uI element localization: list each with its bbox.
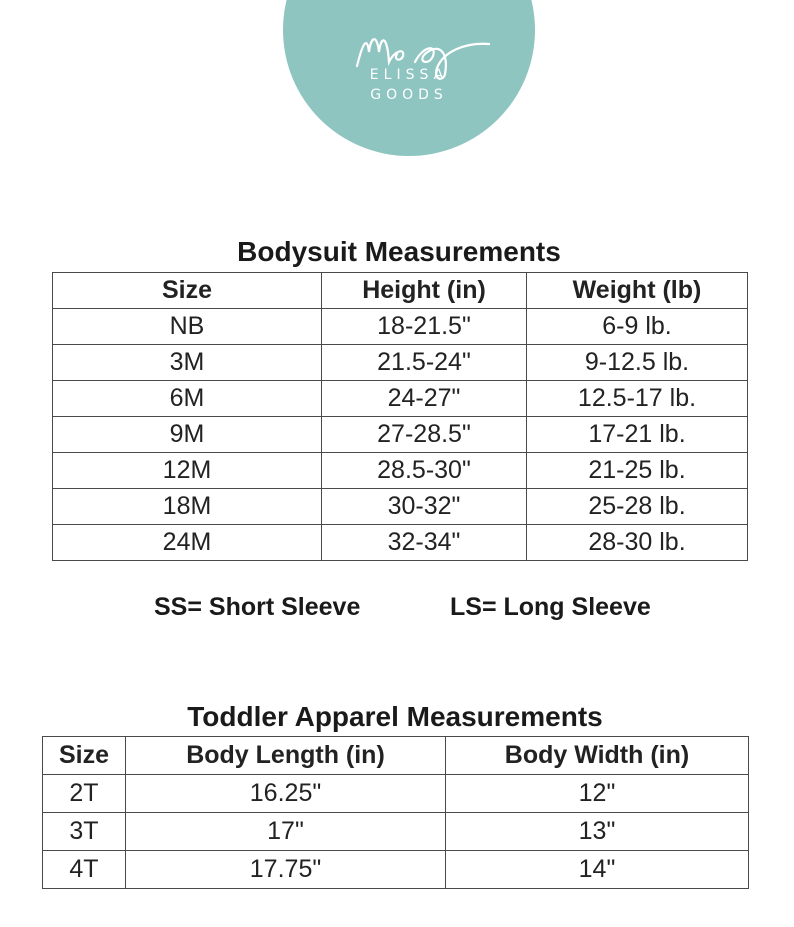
cell-weight: 17-21 lb. xyxy=(527,417,748,453)
bodysuit-title: Bodysuit Measurements xyxy=(237,236,561,267)
cell-size: 9M xyxy=(53,417,322,453)
cell-body-length: 17.75" xyxy=(126,851,446,889)
cell-height: 18-21.5" xyxy=(322,309,527,345)
brand-logo-line-2: GOODS xyxy=(370,87,448,103)
cell-body-length: 16.25" xyxy=(126,775,446,813)
header-weight: Weight (lb) xyxy=(527,273,748,309)
table-row xyxy=(53,417,748,453)
cell-height: 27-28.5" xyxy=(322,417,527,453)
cell-height: 24-27" xyxy=(322,381,527,417)
legend-long-sleeve: LS= Long Sleeve xyxy=(450,593,651,621)
cell-weight: 6-9 lb. xyxy=(527,309,748,345)
legend-short-sleeve: SS= Short Sleeve xyxy=(154,593,361,621)
cell-size: 4T xyxy=(43,851,126,889)
cell-size: 2T xyxy=(43,775,126,813)
header-size: Size xyxy=(53,273,322,309)
cell-height: 30-32" xyxy=(322,489,527,525)
cell-body-width: 13" xyxy=(446,813,749,851)
header-height: Height (in) xyxy=(322,273,527,309)
toddler-title: Toddler Apparel Measurements xyxy=(187,701,603,732)
cell-height: 28.5-30" xyxy=(322,453,527,489)
cell-weight: 12.5-17 lb. xyxy=(527,381,748,417)
cell-size: 24M xyxy=(53,525,322,561)
cell-height: 32-34" xyxy=(322,525,527,561)
header-body-width: Body Width (in) xyxy=(446,737,749,775)
table-header-row xyxy=(53,273,748,309)
table-row xyxy=(53,525,748,561)
cell-body-width: 12" xyxy=(446,775,749,813)
cell-body-length: 17" xyxy=(126,813,446,851)
cell-body-width: 14" xyxy=(446,851,749,889)
table-header-row xyxy=(43,737,749,775)
bodysuit-table xyxy=(52,272,748,561)
cell-weight: 9-12.5 lb. xyxy=(527,345,748,381)
header-size: Size xyxy=(43,737,126,775)
cell-weight: 21-25 lb. xyxy=(527,453,748,489)
cell-size: 3M xyxy=(53,345,322,381)
cell-weight: 28-30 lb. xyxy=(527,525,748,561)
table-row xyxy=(53,345,748,381)
cell-weight: 25-28 lb. xyxy=(527,489,748,525)
header-body-length: Body Length (in) xyxy=(126,737,446,775)
cell-size: 6M xyxy=(53,381,322,417)
table-row xyxy=(53,309,748,345)
table-row xyxy=(53,381,748,417)
toddler-table xyxy=(42,736,749,889)
cell-height: 21.5-24" xyxy=(322,345,527,381)
cell-size: NB xyxy=(53,309,322,345)
table-row xyxy=(43,775,749,813)
table-row xyxy=(53,489,748,525)
cell-size: 12M xyxy=(53,453,322,489)
cell-size: 3T xyxy=(43,813,126,851)
table-row xyxy=(43,813,749,851)
table-row xyxy=(53,453,748,489)
brand-logo-line-1: ELISSA xyxy=(369,67,449,83)
cell-size: 18M xyxy=(53,489,322,525)
table-row xyxy=(43,851,749,889)
